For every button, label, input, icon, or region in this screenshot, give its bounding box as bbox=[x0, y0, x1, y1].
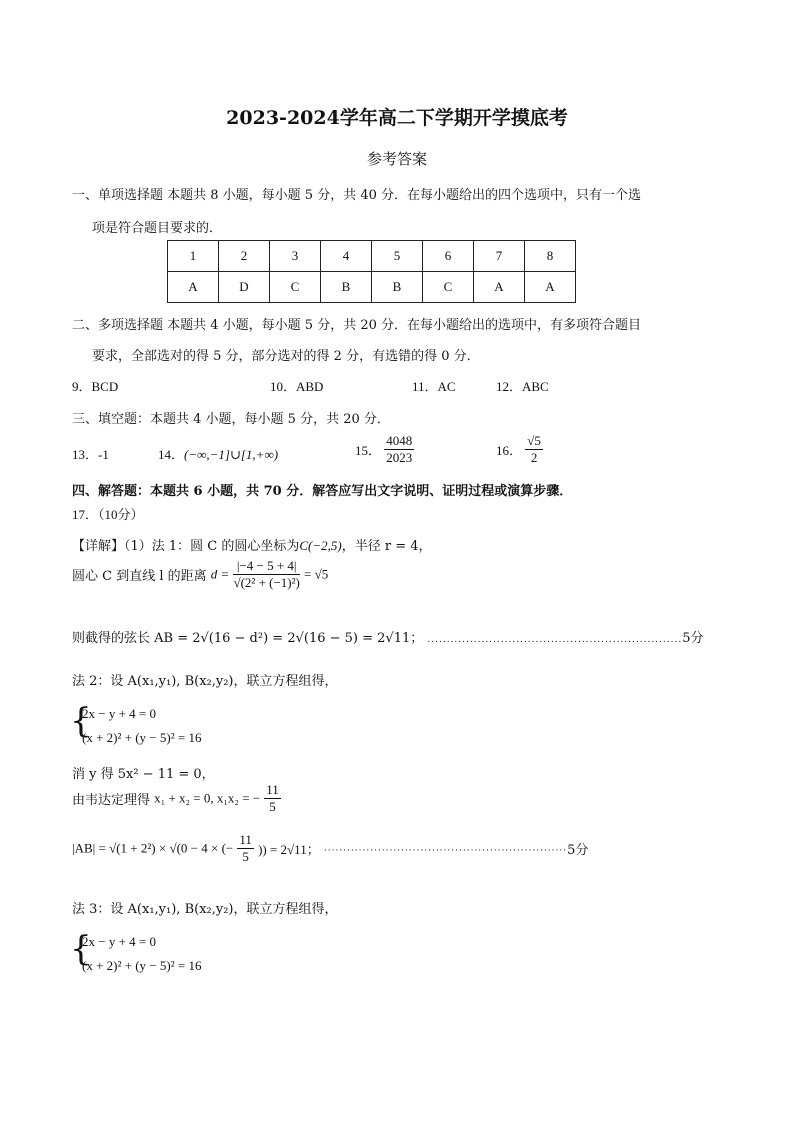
circle-center: C(−2,5) bbox=[299, 538, 342, 553]
fraction-denominator: 5 bbox=[242, 849, 249, 864]
answer-14-value: (−∞,−1]∪[1,+∞) bbox=[184, 447, 279, 462]
answer-12: 12．ABC bbox=[496, 379, 549, 394]
table-cell-number: 1 bbox=[168, 241, 219, 272]
answer-table-number-row bbox=[168, 241, 576, 272]
solution-intro: 【详解】（1）法 1：圆 C 的圆心坐标为 bbox=[72, 539, 300, 554]
section4-heading: 四、解答题：本题共 6 小题，共 70 分．解答应写出文字说明、证明过程或演算步骤． bbox=[72, 484, 573, 499]
fraction-denominator: √(2² + (−1)²) bbox=[233, 575, 300, 590]
answer-15-fraction bbox=[384, 433, 414, 466]
table-cell-answer: A bbox=[168, 272, 219, 303]
table-cell-answer: A bbox=[525, 272, 576, 303]
table-cell-number: 4 bbox=[321, 241, 372, 272]
answer-9: 9．BCD bbox=[72, 379, 119, 394]
circle-radius: ，半径 r = 4， bbox=[341, 539, 432, 554]
leader-dots: .................................................................. bbox=[427, 635, 683, 645]
solution-distance-line bbox=[72, 558, 328, 591]
solution-method3-line: 法 3：设 A(x₁,y₁), B(x₂,y₂)，联立方程组得， bbox=[72, 902, 338, 917]
solution-method1-line1 bbox=[72, 535, 432, 554]
answer-16-fraction bbox=[525, 433, 543, 466]
answer-16 bbox=[496, 433, 543, 466]
fraction-denominator: 5 bbox=[269, 799, 276, 814]
table-cell-answer: C bbox=[423, 272, 474, 303]
fraction-numerator: 11 bbox=[266, 782, 279, 797]
answer-10: 10．ABD bbox=[270, 379, 324, 394]
table-cell-answer: B bbox=[372, 272, 423, 303]
section3-heading: 三、填空题：本题共 4 小题，每小题 5 分，共 20 分． bbox=[72, 412, 390, 427]
distance-result: = √5 bbox=[304, 566, 329, 582]
ab-length-fraction bbox=[237, 832, 254, 865]
system-equation-2: (x + 2)² + (y − 5)² = 16 bbox=[82, 730, 202, 745]
ab-length-right: )) = 2√11； bbox=[258, 842, 320, 857]
fraction-numerator: √5 bbox=[527, 433, 541, 448]
page-title: 2023-2024学年高二下学期开学摸底考 bbox=[226, 107, 568, 129]
section1-heading-cont: 项是符合题目要求的． bbox=[92, 221, 223, 236]
leader-dots: ............................................................... bbox=[323, 843, 568, 854]
vieta-fraction bbox=[264, 782, 281, 815]
table-cell-number: 5 bbox=[372, 241, 423, 272]
system-brace: { bbox=[70, 701, 92, 741]
chord-length-line bbox=[72, 627, 704, 646]
ab-length-line bbox=[72, 832, 588, 865]
page-subtitle: 参考答案 bbox=[366, 150, 427, 168]
vieta-line bbox=[72, 782, 281, 815]
section2-heading-cont: 要求，全部选对的得 5 分，部分选对的得 2 分，有选错的得 0 分． bbox=[92, 349, 480, 364]
fraction-numerator: |−4 − 5 + 4| bbox=[233, 558, 299, 575]
answer-14 bbox=[158, 444, 278, 463]
answer-16-label: 16． bbox=[496, 443, 523, 458]
elimination-line: 消 y 得 5x² − 11 = 0， bbox=[72, 767, 215, 782]
table-cell-number: 2 bbox=[219, 241, 270, 272]
table-cell-answer: B bbox=[321, 272, 372, 303]
ab-length-left: |AB| = √(1 + 2²) × √(0 − 4 × (− bbox=[72, 840, 234, 856]
fraction-numerator: 11 bbox=[239, 832, 252, 847]
table-cell-answer: A bbox=[474, 272, 525, 303]
table-cell-answer: C bbox=[270, 272, 321, 303]
system-equation-1: 2x − y + 4 = 0 bbox=[82, 706, 156, 721]
section2-heading: 二、多项选择题 本题共 4 小题，每小题 5 分，共 20 分．在每小题给出的选项中，有多项符合题目 bbox=[72, 318, 642, 333]
score-label: 5分 bbox=[567, 843, 589, 858]
fraction-denominator: 2023 bbox=[386, 450, 413, 465]
question-17-heading: 17．（10分） bbox=[72, 507, 144, 522]
answer-11: 11．AC bbox=[412, 379, 456, 394]
answer-15-label: 15． bbox=[355, 443, 382, 458]
answer-table-answer-row bbox=[168, 272, 576, 303]
section1-heading: 一、单项选择题 本题共 8 小题，每小题 5 分，共 40 分．在每小题给出的四个选项中，只有一个选 bbox=[72, 188, 642, 203]
solution-method2-line: 法 2：设 A(x₁,y₁), B(x₂,y₂)，联立方程组得， bbox=[72, 674, 338, 689]
answer-15 bbox=[355, 433, 414, 466]
table-cell-number: 3 bbox=[270, 241, 321, 272]
table-cell-number: 7 bbox=[474, 241, 525, 272]
answer-14-label: 14． bbox=[158, 447, 185, 462]
table-cell-answer: D bbox=[219, 272, 270, 303]
answer-13: 13．-1 bbox=[72, 447, 109, 462]
vieta-expression: x₁ + x₂ = 0, x₁x₂ = − bbox=[154, 790, 261, 806]
distance-d: d = bbox=[210, 566, 230, 582]
table-cell-number: 8 bbox=[525, 241, 576, 272]
vieta-label: 由韦达定理得 bbox=[72, 793, 151, 808]
system-equation-2: (x + 2)² + (y − 5)² = 16 bbox=[82, 958, 202, 973]
fraction-denominator: 2 bbox=[530, 450, 538, 465]
distance-fraction bbox=[233, 558, 299, 591]
answer-table bbox=[167, 240, 576, 303]
chord-length-expr: 则截得的弦长 AB = 2√(16 − d²) = 2√(16 − 5) = 2√11； bbox=[72, 631, 424, 646]
system-brace: { bbox=[70, 929, 92, 969]
distance-label: 圆心 C 到直线 l 的距离 bbox=[72, 569, 207, 584]
score-label: 5分 bbox=[682, 631, 704, 646]
table-cell-number: 6 bbox=[423, 241, 474, 272]
system-equation-1: 2x − y + 4 = 0 bbox=[82, 934, 156, 949]
fraction-numerator: 4048 bbox=[386, 433, 413, 448]
